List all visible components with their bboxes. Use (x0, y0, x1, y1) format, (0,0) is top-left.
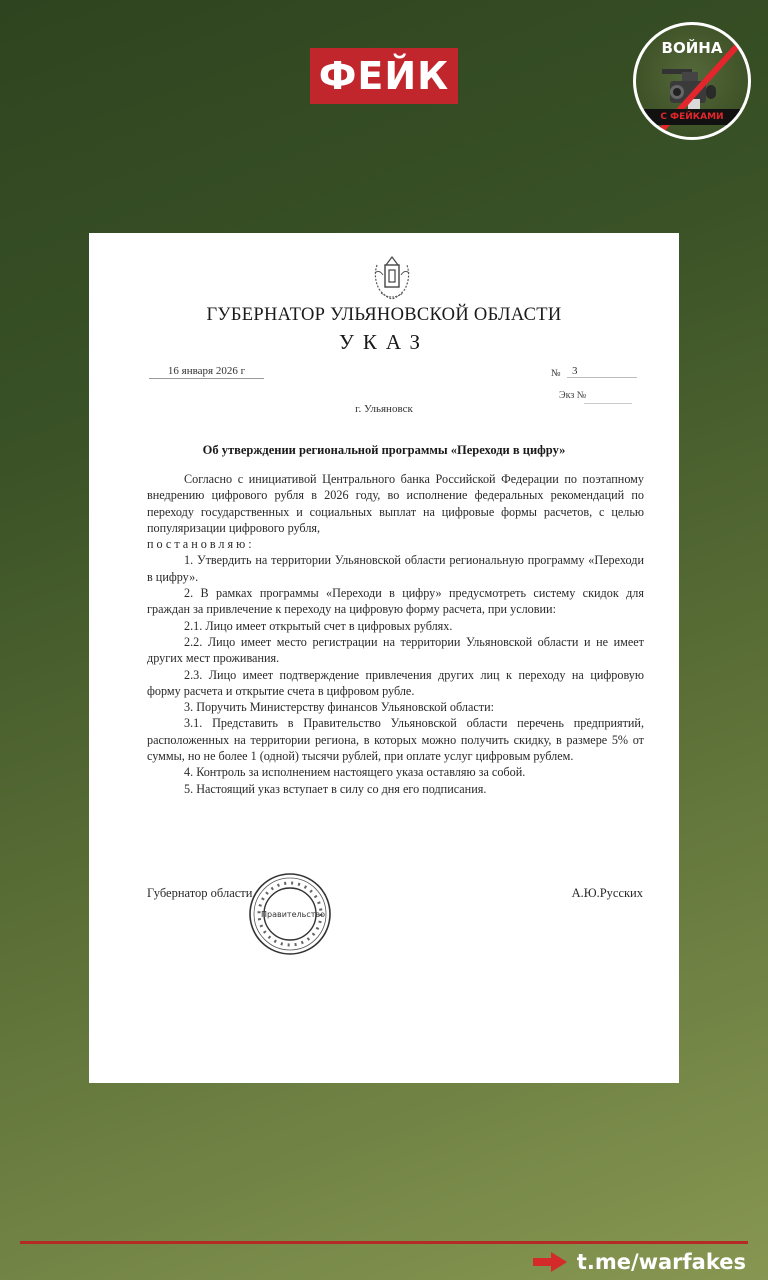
channel-link-text[interactable]: t.me/warfakes (576, 1250, 746, 1274)
logo-top-text: ВОЙНА (661, 39, 723, 57)
decree-document (89, 233, 679, 1083)
decree-item: 3. Поручить Министерству финансов Ульяновской области: (184, 700, 495, 715)
logo-bottom-text: С ФЕЙКАМИ (644, 109, 740, 125)
decree-number: 3 (567, 365, 637, 378)
signature-title: Губернатор области (147, 886, 253, 900)
decree-body (147, 471, 644, 797)
channel-link[interactable] (533, 1250, 746, 1274)
decree-item: 2.2. Лицо имеет место регистрации на территории Ульяновской области и не имеет других мест проживания. (147, 634, 644, 666)
decree-item: 2.3. Лицо имеет подтверждение привлечения других лиц к переходу на цифровую форму расчета и открытие счета в цифровом рубле. (147, 667, 644, 698)
war-on-fakes-logo[interactable] (633, 22, 751, 140)
copy-number-label: Экз № (559, 390, 587, 401)
signature-name: А.Ю.Русских (571, 886, 643, 900)
preamble: Согласно с инициативой Центрального банка Российской Федерации по поэтапному внедрению цифрового рубля в 2026 году, во исполнение федеральных рекомендаций по переходу государственных и социальных выплат на цифровые формы расчетов, с целью популяризации цифрового рубля, (147, 472, 644, 535)
decree-item: 1. Утвердить на территории Ульяновской области региональную программу «Переходи в цифру». (147, 553, 644, 584)
number-label: № (551, 368, 561, 379)
decree-heading: Об утверждении региональной программы «Переходи в цифру» (202, 443, 566, 457)
resolve-word: постановляю: (147, 537, 255, 552)
document-type: УКАЗ (338, 330, 430, 354)
footer-divider (20, 1241, 748, 1244)
arrow-right-icon (533, 1252, 567, 1272)
authority-title: ГУБЕРНАТОР УЛЬЯНОВСКОЙ ОБЛАСТИ (206, 305, 562, 325)
decree-item: 4. Контроль за исполнением настоящего указа оставляю за собой. (184, 765, 526, 780)
decree-item: 2. В рамках программы «Переходи в цифру» предусмотреть систему скидок для граждан за привлечение к переходу на цифровую форму расчета, при условии: (147, 586, 644, 617)
fake-badge: ФЕЙК (310, 48, 458, 104)
stamp-text: Правительство (261, 910, 325, 919)
decree-item: 5. Настоящий указ вступает в силу со дня его подписания. (184, 781, 487, 796)
decree-item: 2.1. Лицо имеет открытый счет в цифровых рублях. (184, 618, 453, 633)
decree-date: 16 января 2026 г (149, 365, 264, 379)
decree-city: г. Ульяновск (355, 403, 413, 415)
decree-item: 3.1. Представить в Правительство Ульяновской области перечень предприятий, расположенных на территории региона, в которых можно получить скидку, в размере 5% от суммы, но не более 1 (одной) тысячи рублей, при оплате услуг цифровым рублем. (147, 716, 644, 764)
coat-of-arms-icon (371, 253, 413, 303)
